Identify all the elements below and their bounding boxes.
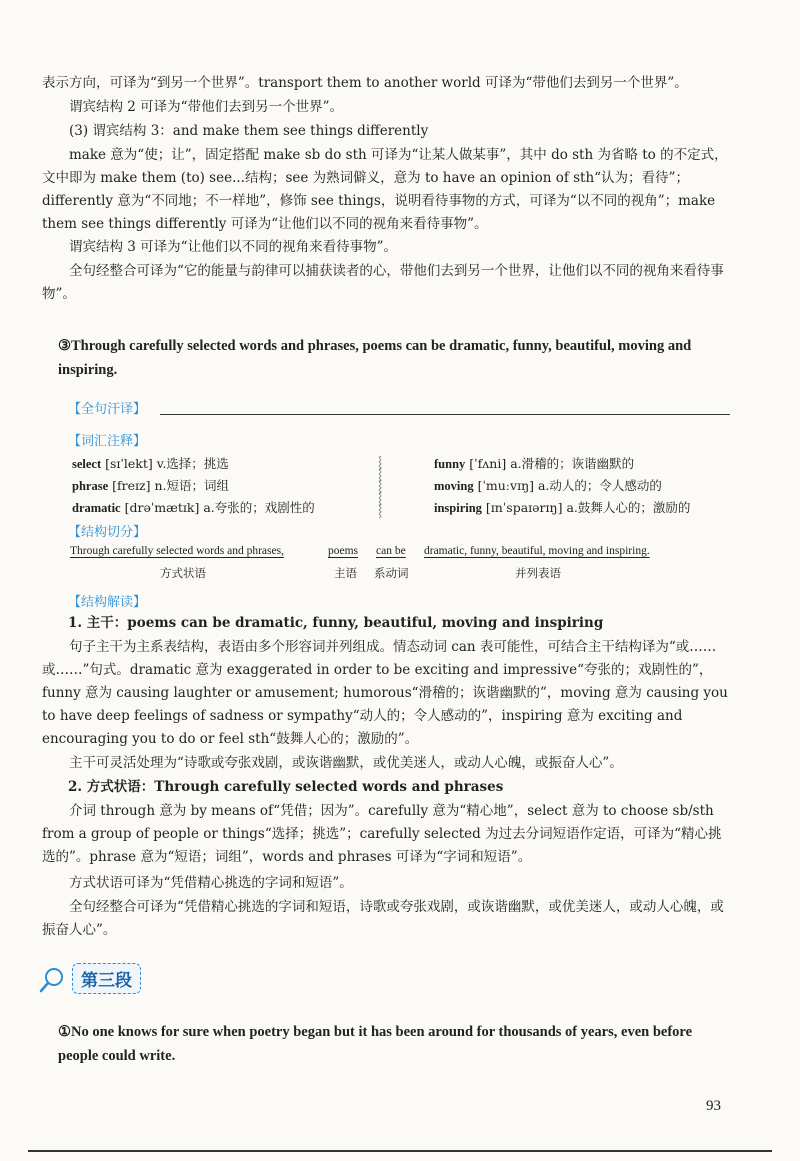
vocab-item: phrase [freɪz] n.短语；词组 [72,478,229,493]
text-line: 谓宾结构 2 可译为“带他们去到另一个世界”。 [69,99,343,115]
analysis-paragraph: 主干可灵活处理为“诗歌或夸张戏剧，或诙谐幽默，或优美迷人，或动人心魄，或振奋人心”。 [69,755,623,771]
vocab-tag: 【词汇注释】 [68,434,147,449]
translate-tag: 【全句汗译】 [68,402,147,417]
structure-label: 主语 [334,566,357,580]
structure-label: 方式状语 [160,566,206,580]
structure-segment: dramatic, funny, beautiful, moving and inspiring. [424,545,650,557]
analysis-heading: 2. 方式状语：Through carefully selected words and phrases [68,779,504,795]
structure-label: 系动词 [374,566,409,580]
text-line: 表示方向，可译为“到另一个世界”。transport them to another world 可译为“带他们去到另一个世界”。 [42,75,688,91]
answer-line [160,414,730,415]
vocab-item: funny [ˈfʌni] a.滑稽的；诙谐幽默的 [434,456,635,471]
sentence-text: Through carefully selected words and phrases, poems can be dramatic, funny, beautiful, moving and inspiring. [58,338,692,378]
structure-segment: can be [376,545,406,557]
analysis-paragraph: 全句经整合可译为“凭借精心挑选的字词和短语，诗歌或夸张戏剧，或诙谐幽默，或优美迷人，或动人心魄，或振奋人心”。 [42,899,724,938]
analysis-heading: 1. 主干：poems can be dramatic, funny, beautiful, moving and inspiring [68,615,604,631]
magnifier-icon [38,966,66,994]
structure-segment: Through carefully selected words and phrases, [70,545,284,557]
analysis-tag: 【结构解读】 [68,595,147,610]
sentence-marker: ③ [58,338,71,354]
example-sentence [58,334,728,382]
subheading: (3) 谓宾结构 3：and make them see things differently [69,123,429,139]
vocab-item: inspiring [ɪnˈspaɪərɪŋ] a.鼓舞人心的；激励的 [434,500,691,515]
structure-segment: poems [328,545,359,557]
analysis-paragraph: 句子主干为主系表结构，表语由多个形容词并列组成。情态动词 can 表可能性，可结合主干结构译为“或……或……”句式。dramatic 意为 exaggerated in order to be exciting and impressive“夸张的；戏剧性的”，funny 意为 causing laughter or amusement; humorous“滑稽的；诙谐幽默的”，moving 意为 causing you to have deep feelings of sadness or sympathy“动人的；令人感动的”，inspiring 意为 exciting and encouraging you to do or feel sth“鼓舞人心的；激励的”。 [42,639,728,747]
paragraph: make 意为“使；让”，固定搭配 make sb do sth 可译为“让某人做某事”，其中 do sth 为省略 to 的不定式，文中即为 make them (to) see...结构；see 为熟词僻义，意为 to have an opinion of sth“认为；看待”；differently 意为“不同地；不一样地”，修饰 see things，说明看待事物的方式，可译为“以不同的视角”；make them see things differently 可译为“让他们以不同的视角来看待事物”。 [42,147,728,232]
structure-tag: 【结构切分】 [68,525,147,540]
footer-rule [28,1150,772,1152]
vocab-item: dramatic [drəˈmætɪk] a.夸张的；戏剧性的 [72,500,315,515]
example-sentence [58,1020,728,1068]
page-number: 93 [706,1098,721,1114]
vocab-item: moving [ˈmuːvɪŋ] a.动人的；令人感动的 [434,478,662,493]
section-title: 第三段 [72,963,141,994]
sentence-text: No one knows for sure when poetry began but it has been around for thousands of years, even before people could write. [58,1024,693,1064]
sentence-marker: ① [58,1024,71,1040]
vocab-item: select [sɪˈlekt] v.选择；挑选 [72,456,229,471]
analysis-paragraph: 方式状语可译为“凭借精心挑选的字词和短语”。 [69,875,353,891]
structure-label: 并列表语 [515,566,561,580]
paragraph: 全句经整合可译为“它的能量与韵律可以捕获读者的心，带他们去到另一个世界，让他们以不同的视角来看待事物”。 [42,263,724,302]
paragraph: 谓宾结构 3 可译为“让他们以不同的视角来看待事物”。 [69,239,397,255]
analysis-paragraph: 介词 through 意为 by means of“凭借；因为”。carefully 意为“精心地”，select 意为 to choose sb/sth from a group of people or things“选择；挑选”；carefully selected 为过去分词短语作定语，可译为“精心挑选的”。phrase 意为“短语；词组”，words and phrases 可译为“字词和短语”。 [42,803,722,865]
divider-ornament: ⸾ ⸾ ⸾ ⸾ ⸾ [378,455,383,517]
